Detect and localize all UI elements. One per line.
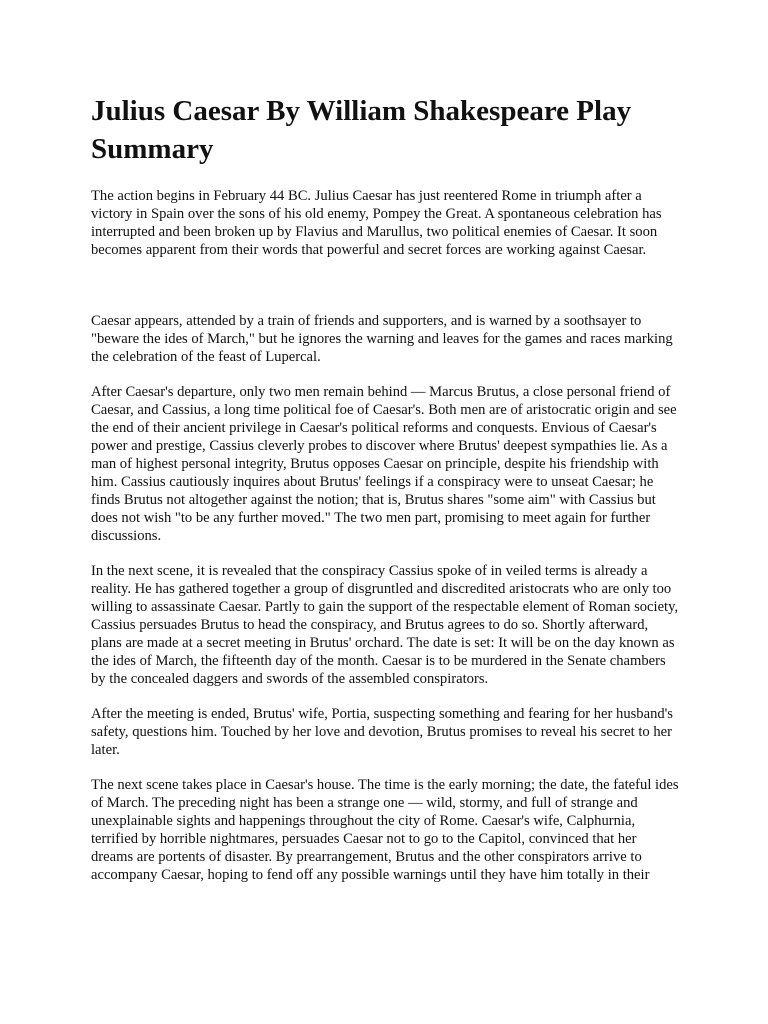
paragraph-opening: The action begins in February 44 BC. Julius Caesar has just reentered Rome in triumph after a victory in Spain over the sons of his old enemy, Pompey the Great. A spontaneous celebration has interrupted and been broken up by Flavius and Marullus, two political enemies of Caesar. It soon becomes apparent from their words that powerful and secret forces are working against Caesar.	[91, 188, 662, 258]
paragraph-portia: After the meeting is ended, Brutus' wife, Portia, suspecting something and fearing for her husband's safety, questions him. Touched by her love and devotion, Brutus promises to reveal his secret to her later.	[91, 706, 673, 758]
paragraph-brutus-cassius: After Caesar's departure, only two men remain behind — Marcus Brutus, a close personal friend of Caesar, and Cassius, a long time political foe of Caesar's. Both men are of aristocratic origin and see the end of their ancient privilege in Caesar's political reforms and conquests. Envious of Caesar's power and prestige, Cassius cleverly probes to discover where Brutus' deepest sympathies lie. As a man of highest personal integrity, Brutus opposes Caesar on principle, despite his friendship with him. Cassius cautiously inquires about Brutus' feelings if a conspiracy were to unseat Caesar; he finds Brutus not altogether against the notion; that is, Brutus shares "some aim" with Cassius but does not wish "to be any further moved." The two men part, promising to meet again for further discussions.	[91, 384, 677, 544]
document-page	[91, 92, 681, 901]
paragraph-caesars-house: The next scene takes place in Caesar's house. The time is the early morning; the date, the fateful ides of March. The preceding night has been a strange one — wild, stormy, and full of strange and unexplainable sights and happenings throughout the city of Rome. Caesar's wife, Calphurnia, terrified by horrible nightmares, persuades Caesar not to go to the Capitol, convinced that her dreams are portents of disaster. By prearrangement, Brutus and the other conspirators arrive to accompany Caesar, hoping to fend off any possible warnings until they have him totally in their	[91, 777, 679, 883]
paragraph-conspiracy: In the next scene, it is revealed that the conspiracy Cassius spoke of in veiled terms is already a reality. He has gathered together a group of disgruntled and discredited aristocrats who are only too willing to assassinate Caesar. Partly to gain the support of the respectable element of Roman society, Cassius persuades Brutus to head the conspiracy, and Brutus agrees to do so. Shortly afterward, plans are made at a secret meeting in Brutus' orchard. The date is set: It will be on the day known as the ides of March, the fifteenth day of the month. Caesar is to be murdered in the Senate chambers by the concealed daggers and swords of the assembled conspirators.	[91, 563, 679, 687]
document-title: Julius Caesar By William Shakespeare Play Summary	[91, 95, 632, 165]
paragraph-soothsayer: Caesar appears, attended by a train of friends and supporters, and is warned by a soothsayer to "beware the ides of March," but he ignores the warning and leaves for the games and races marking the celebration of the feast of Lupercal.	[91, 313, 673, 365]
